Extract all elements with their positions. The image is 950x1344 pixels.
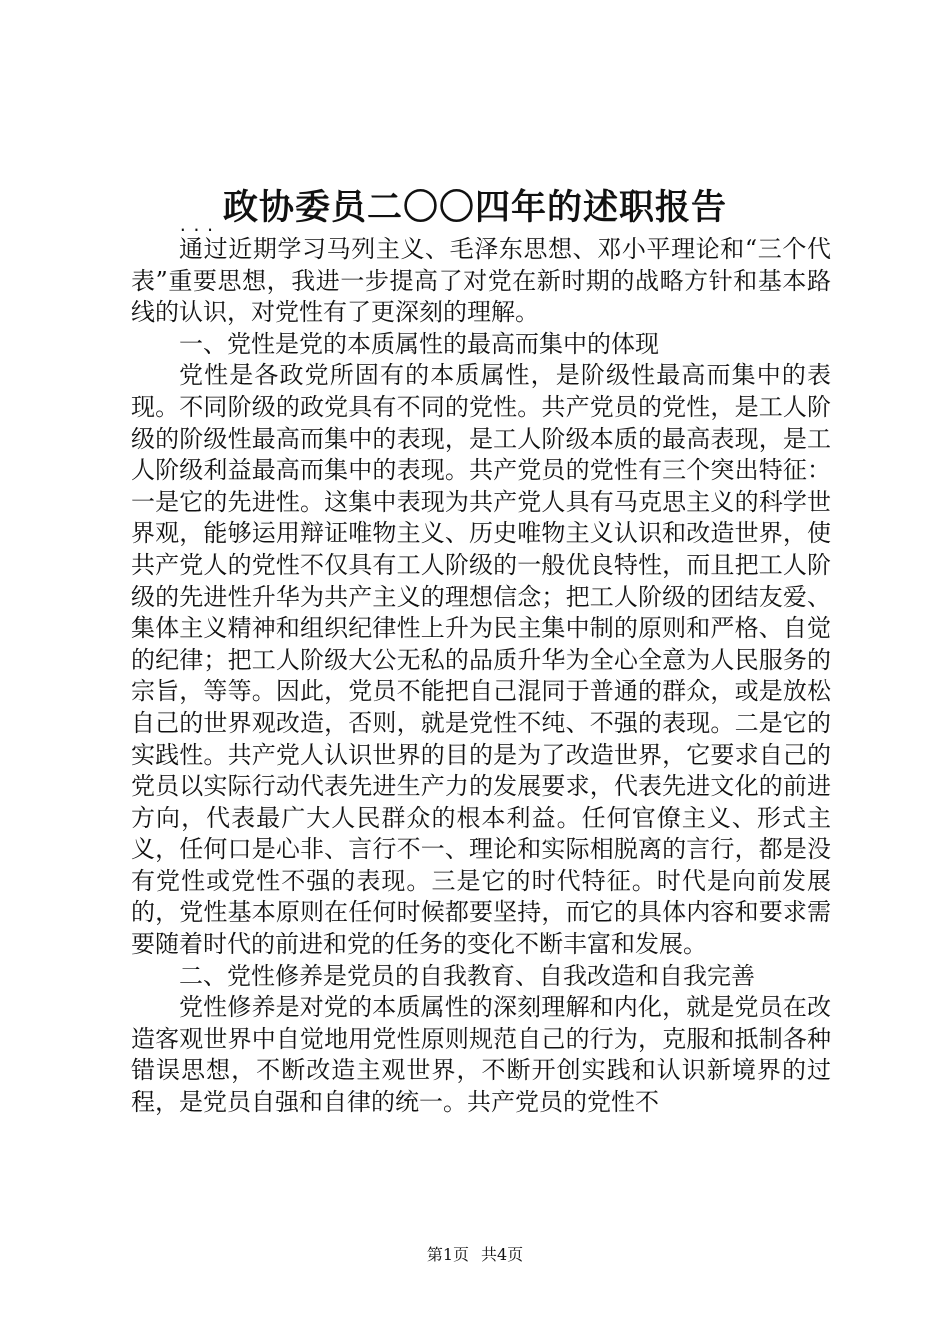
document-title: 政协委员二〇〇四年的述职报告 xyxy=(222,187,727,228)
page-number: 第1页 xyxy=(426,1245,469,1264)
section-2-paragraph: 党性修养是对党的本质属性的深刻理解和内化，就是党员在改造客观世界中自觉地用党性原则规范自己的行为，克服和抵制各种错误思想，不断改造主观世界，不断开创实践和认识新境界的过程，是党员自强和自律的统一。共产党员的党性不 xyxy=(131,993,831,1117)
section-heading-1: 一、党性是党的本质属性的最高而集中的体现 xyxy=(179,329,659,358)
page-footer xyxy=(0,1244,950,1266)
section-heading-2: 二、党性修养是党员的自我教育、自我改造和自我完善 xyxy=(179,961,755,990)
ellipsis-marker: ... xyxy=(178,216,219,235)
section-1-paragraph: 党性是各政党所固有的本质属性，是阶级性最高而集中的表现。不同阶级的政党具有不同的党性。共产党员的党性，是工人阶级的阶级性最高而集中的表现，是工人阶级本质的最高表现，是工人阶级利益最高而集中的表现。共产党员的党性有三个突出特征：一是它的先进性。这集中表现为共产党人具有马克思主义的科学世界观，能够运用辩证唯物主义、历史唯物主义认识和改造世界，使共产党人的党性不仅具有工人阶级的一般优良特性，而且把工人阶级的先进性升华为共产主义的理想信念；把工人阶级的团结友爱、集体主义精神和组织纪律性上升为民主集中制的原则和严格、自觉的纪律；把工人阶级大公无私的品质升华为全心全意为人民服务的宗旨，等等。因此，党员不能把自己混同于普通的群众，或是放松自己的世界观改造，否则，就是党性不纯、不强的表现。二是它的实践性。共产党人认识世界的目的是为了改造世界，它要求自己的党员以实际行动代表先进生产力的发展要求，代表先进文化的前进方向，代表最广大人民群众的根本利益。任何官僚主义、形式主义，任何口是心非、言行不一、理论和实际相脱离的言行，都是没有党性或党性不强的表现。三是它的时代特征。时代是向前发展的，党性基本原则在任何时候都要坚持，而它的具体内容和要求需要随着时代的前进和党的任务的变化不断丰富和发展。 xyxy=(131,361,831,959)
intro-paragraph: 通过近期学习马列主义、毛泽东思想、邓小平理论和“三个代表”重要思想，我进一步提高了对党在新时期的战略方针和基本路线的认识，对党性有了更深刻的理解。 xyxy=(131,235,831,327)
document-body xyxy=(131,234,831,1119)
page-total: 共4页 xyxy=(481,1245,524,1264)
